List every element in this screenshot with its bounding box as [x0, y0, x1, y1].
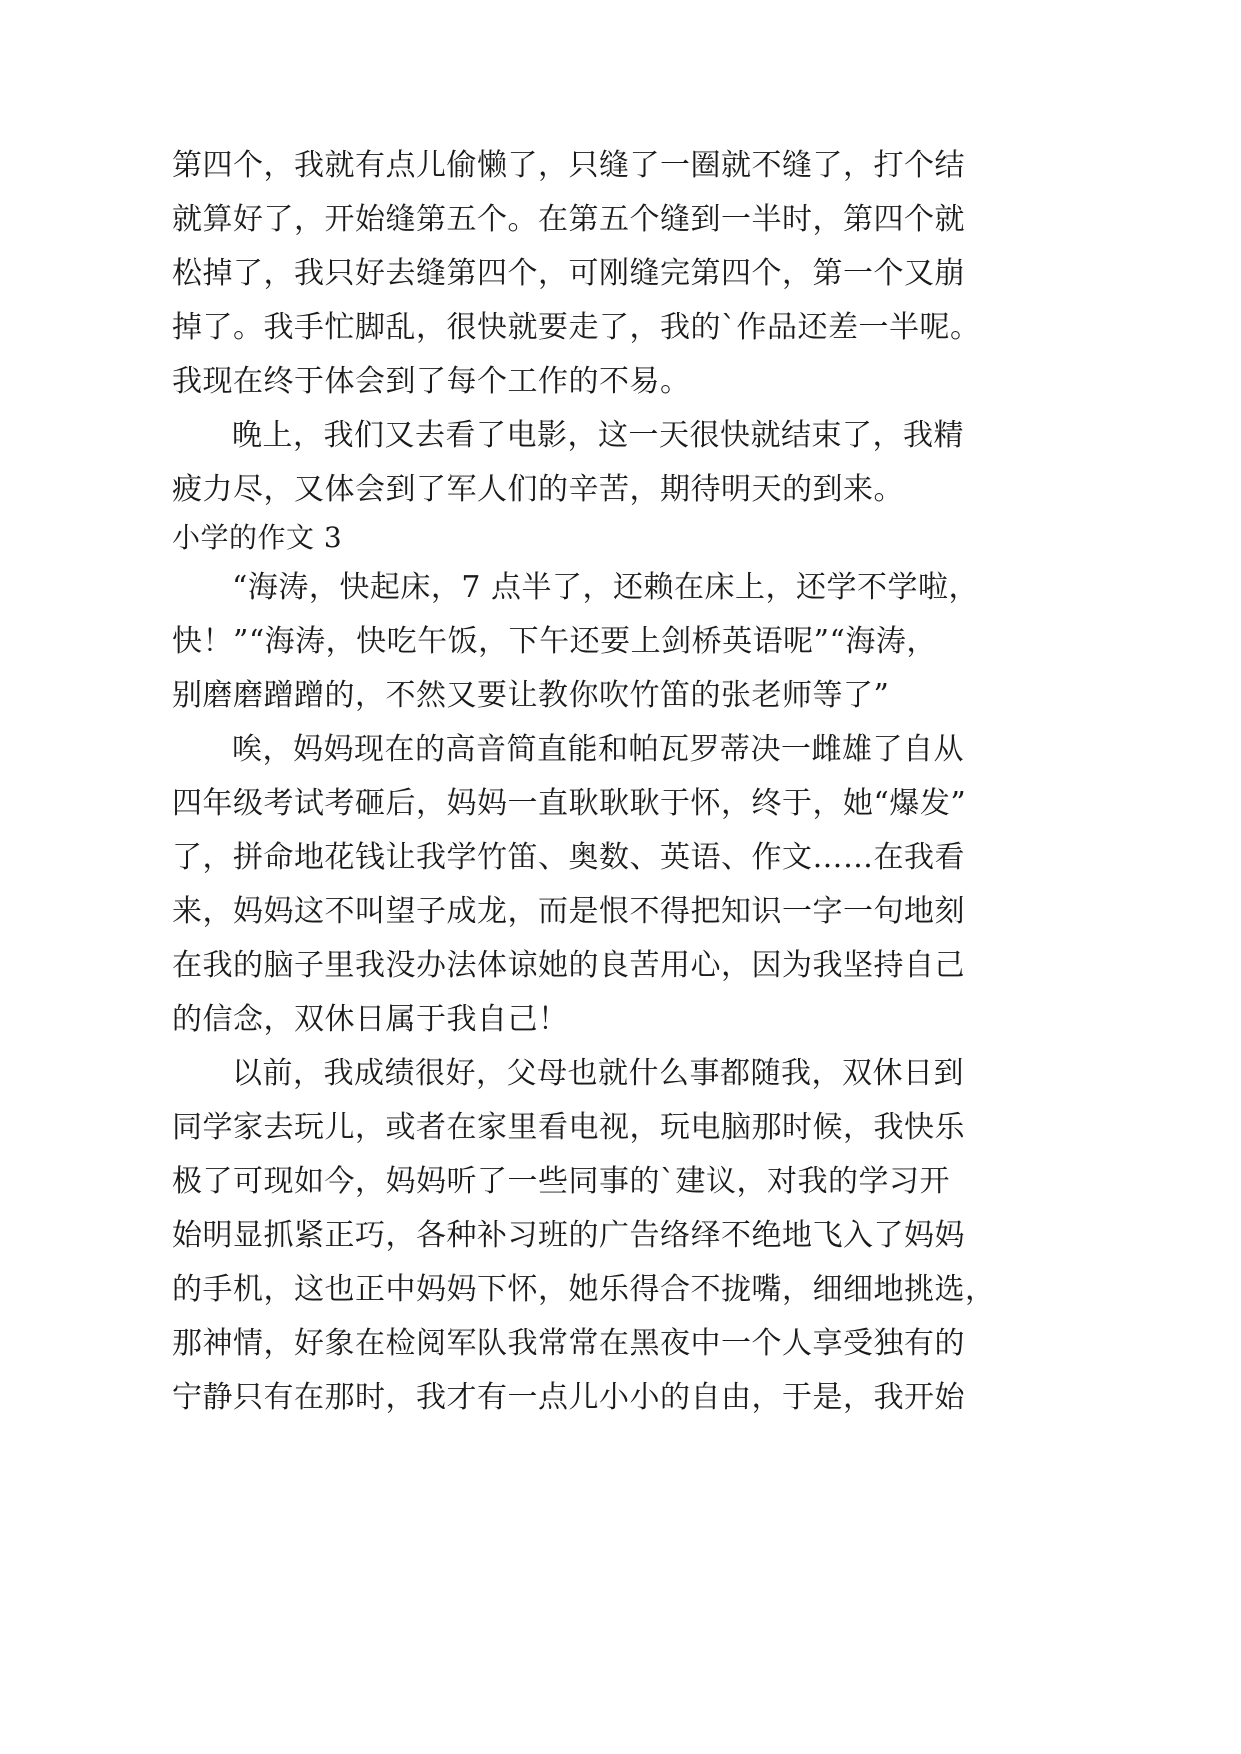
text-line: 就算好了，开始缝第五个。在第五个缝到一半时，第四个就 — [172, 202, 965, 237]
text-line: 四年级考试考砸后，妈妈一直耿耿耿于怀，终于，她“爆发” — [172, 786, 967, 821]
text-line: 掉了。我手忙脚乱，很快就要走了，我的`作品还差一半呢。 — [172, 310, 981, 345]
text-line: 唉，妈妈现在的高音简直能和帕瓦罗蒂决一雌雄了自从 — [232, 732, 964, 767]
text-line: 别磨磨蹭蹭的，不然又要让教你吹竹笛的张老师等了” — [172, 678, 890, 713]
text-line: 同学家去玩儿，或者在家里看电视，玩电脑那时候，我快乐 — [172, 1110, 965, 1145]
text-line: “海涛，快起床，7 点半了，还赖在床上，还学不学啦， — [232, 570, 979, 605]
text-line: 的信念，双休日属于我自己！ — [172, 1002, 569, 1037]
text-line: 始明显抓紧正巧，各种补习班的广告络绎不绝地飞入了妈妈 — [172, 1218, 965, 1253]
text-line: 疲力尽，又体会到了军人们的辛苦，期待明天的到来。 — [172, 472, 904, 507]
text-line: 以前，我成绩很好，父母也就什么事都随我，双休日到 — [232, 1056, 964, 1091]
text-line: 那神情，好象在检阅军队我常常在黑夜中一个人享受独有的 — [172, 1326, 965, 1361]
text-line: 我现在终于体会到了每个工作的不易。 — [172, 364, 691, 399]
text-line: 了，拼命地花钱让我学竹笛、奥数、英语、作文……在我看 — [172, 840, 965, 875]
text-line: 松掉了，我只好去缝第四个，可刚缝完第四个，第一个又崩 — [172, 256, 965, 291]
text-line: 快！”“海涛，快吃午饭，下午还要上剑桥英语呢”“海涛， — [172, 624, 937, 659]
text-line: 第四个，我就有点儿偷懒了，只缝了一圈就不缝了，打个结 — [172, 148, 965, 183]
section-heading: 小学的作文 3 — [172, 521, 343, 554]
text-line: 宁静只有在那时，我才有一点儿小小的自由，于是，我开始 — [172, 1380, 965, 1415]
text-line: 的手机，这也正中妈妈下怀，她乐得合不拢嘴，细细地挑选， — [172, 1272, 996, 1307]
text-line: 来，妈妈这不叫望子成龙，而是恨不得把知识一字一句地刻 — [172, 894, 965, 929]
text-line: 极了可现如今，妈妈听了一些同事的`建议，对我的学习开 — [172, 1164, 950, 1199]
text-line: 晚上，我们又去看了电影，这一天很快就结束了，我精 — [232, 418, 964, 453]
text-line: 在我的脑子里我没办法体谅她的良苦用心，因为我坚持自己 — [172, 948, 965, 983]
